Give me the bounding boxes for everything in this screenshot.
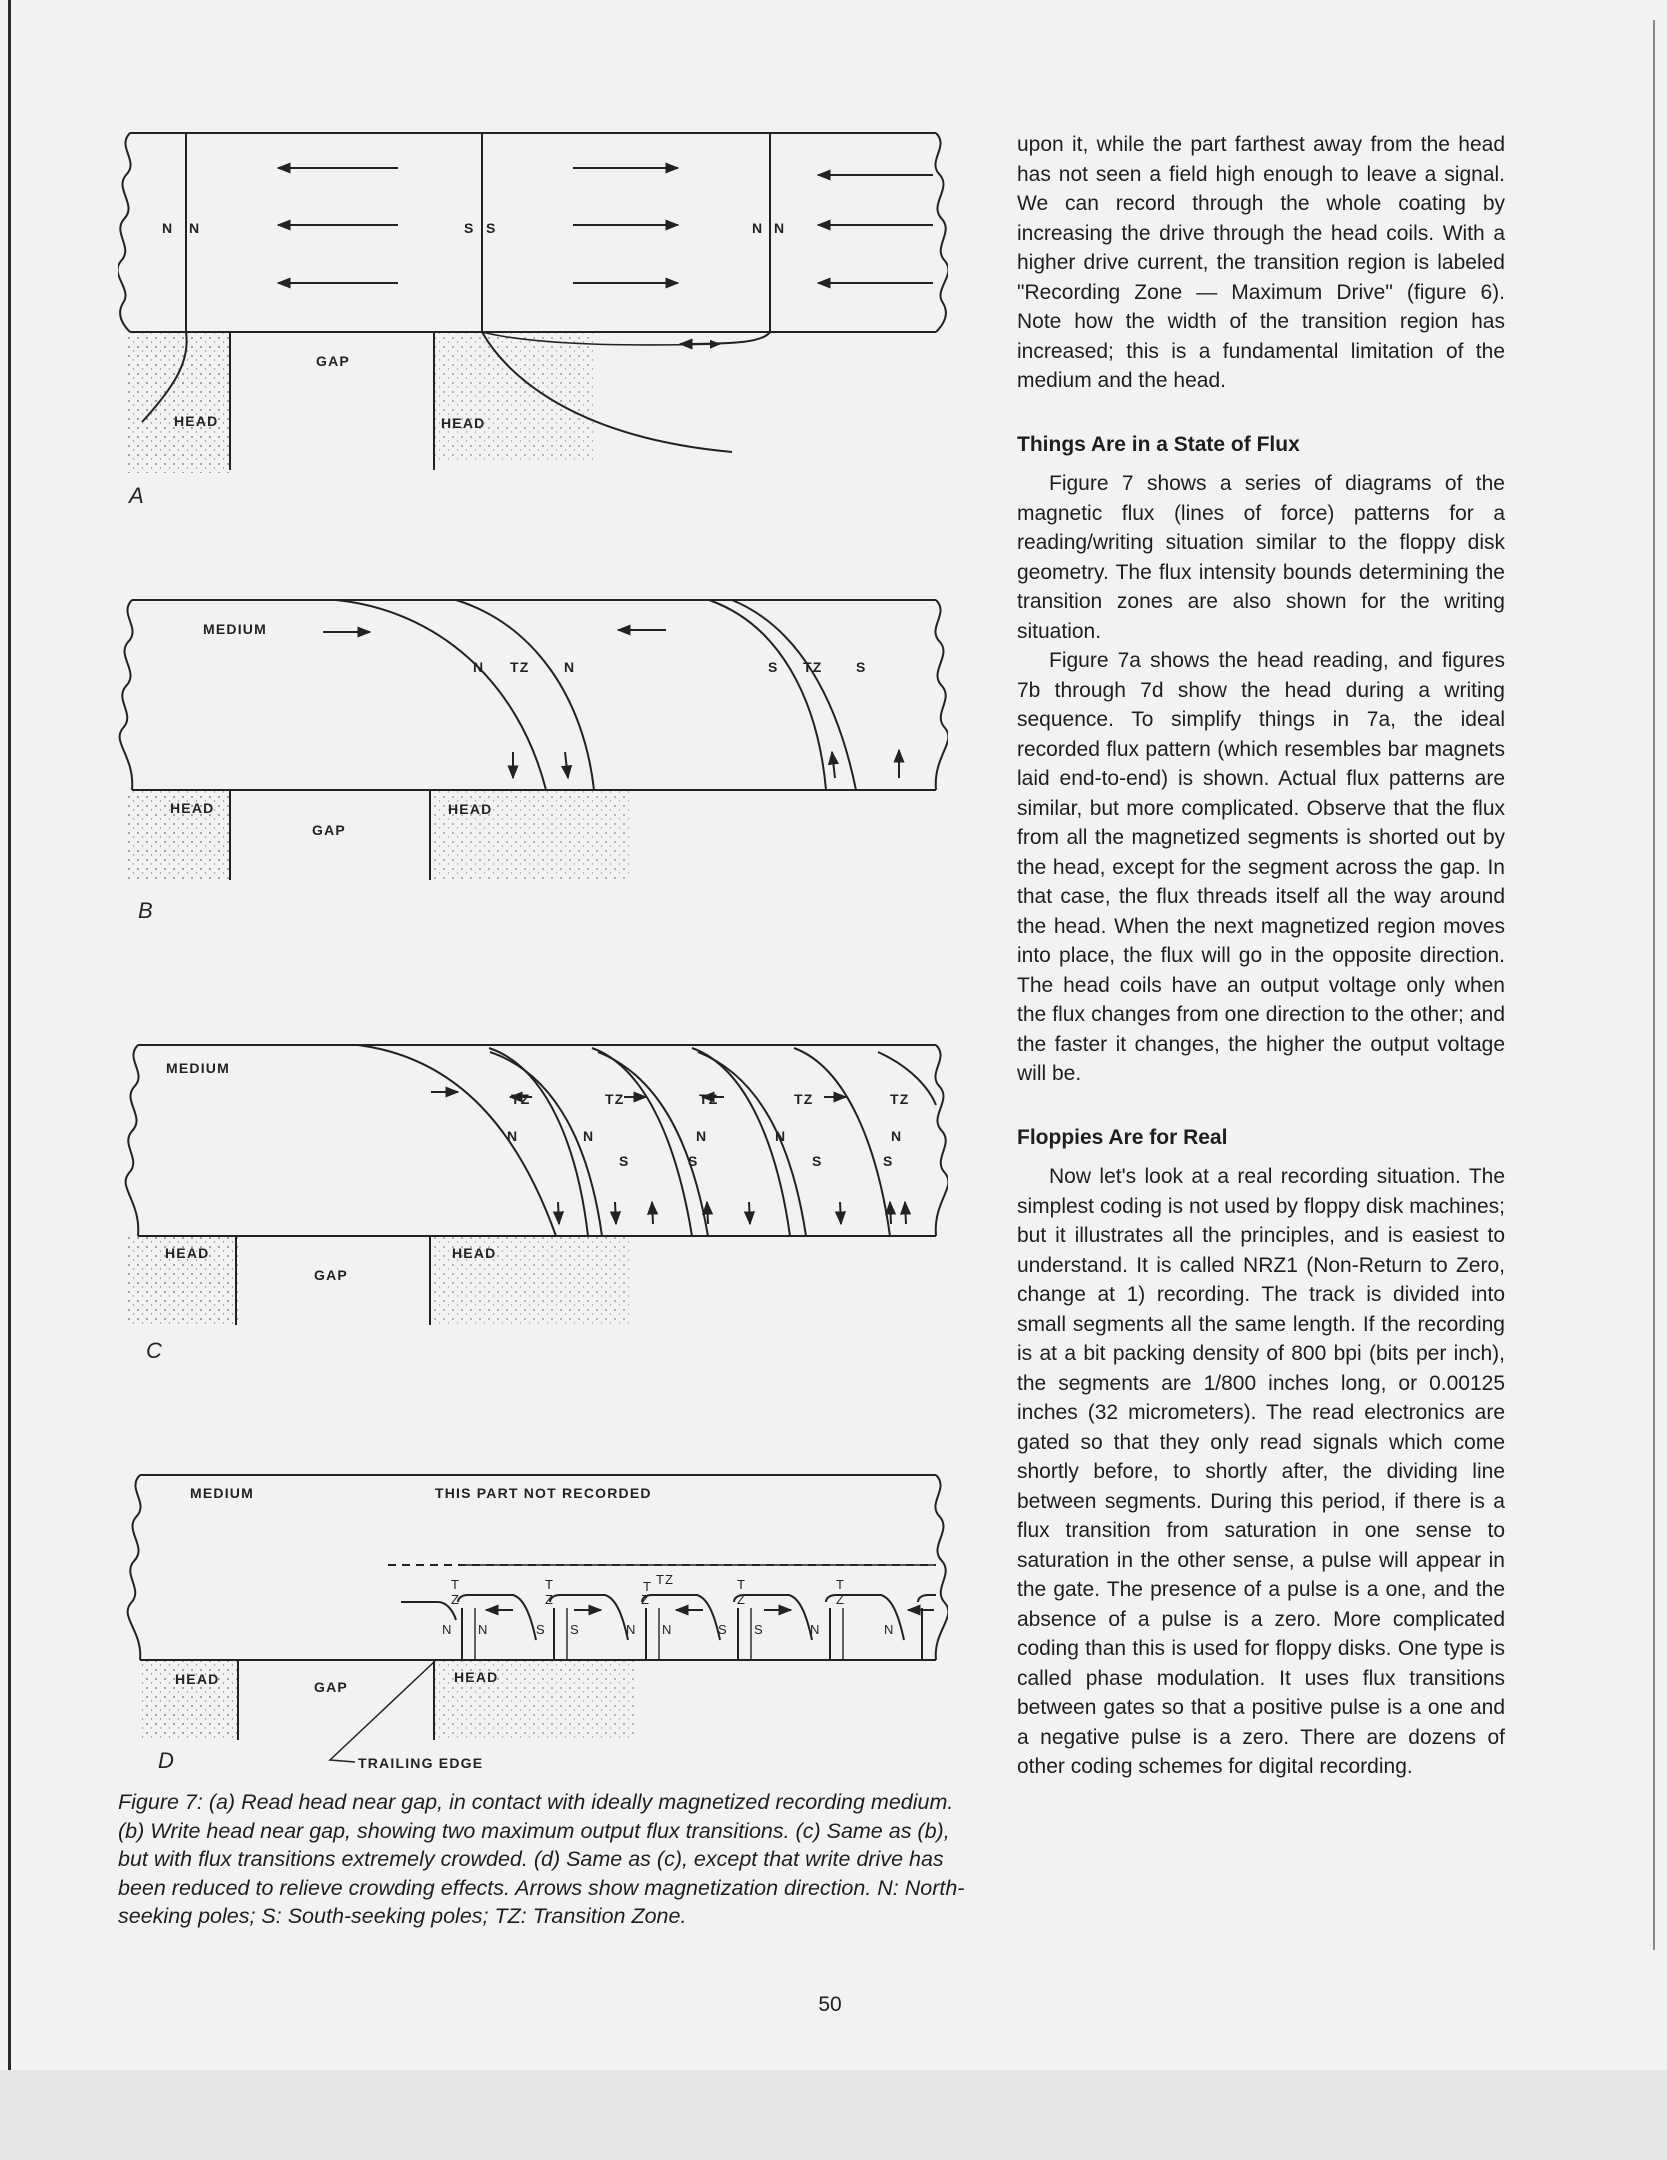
page-edge (1653, 20, 1655, 1950)
pole-label: S (570, 1622, 580, 1637)
head-label: HEAD (170, 800, 215, 816)
arrow-up (707, 1202, 708, 1224)
tz-label: Z (836, 1592, 845, 1607)
tz-boundary (456, 600, 594, 790)
pole-label: N (775, 1128, 787, 1144)
medium-break-right (935, 600, 948, 790)
medium-break-right (935, 1045, 948, 1236)
medium-label: MEDIUM (203, 621, 267, 637)
pole-label: N (774, 220, 786, 236)
tz-label: Z (451, 1592, 460, 1607)
pole-label: N (507, 1128, 519, 1144)
panel-b (120, 600, 948, 881)
arrow-down (558, 1202, 559, 1224)
tz-label: T (451, 1577, 460, 1592)
pole-label: N (564, 659, 576, 675)
flux-line (680, 332, 770, 344)
gap-label: GAP (316, 353, 350, 369)
tz-label: T (737, 1577, 746, 1592)
panel-d (128, 1475, 948, 1762)
pole-label: S (754, 1622, 764, 1637)
page-number: 50 (818, 1993, 842, 2016)
tz-boundary (698, 1052, 806, 1236)
tz-label: TZ (656, 1572, 674, 1587)
tz-label: Z (737, 1592, 746, 1607)
paragraph: Figure 7 shows a series of diagrams of the magnetic flux (lines of force) patterns for a reading/writing situation similar to the floppy disk geometry. The flux intensity bounds determining the transition zones are also shown for the writing situation. (1017, 472, 1505, 643)
tz-boundary (336, 600, 546, 790)
arrow-down (565, 752, 568, 778)
tz-label: TZ (803, 659, 823, 675)
tz-boundary (794, 1048, 890, 1236)
pole-label: S (856, 659, 867, 675)
page-edge (8, 0, 11, 2070)
paragraph: Figure 7a shows the head reading, and figures 7b through 7d show the head during a writing sequence. To simplify things in 7a, the ideal recorded flux pattern (which resembles bar magnets laid end-to-end) is shown. Actual flux patterns are similar, but more complicated. Observe that the flux from all the magnetized segments is shorted out by the head, except for the segment across the gap. In that case, the flux threads itself all the way around the head. When the next magnetized region moves into place, the flux will go in the opposite direction. The head coils have an output voltage only when the flux changes from one direction to the other; and the faster it changes, the higher the output voltage will be. (1017, 649, 1505, 1085)
trailing-edge-pointer (330, 1662, 434, 1762)
medium-break-left (118, 133, 131, 332)
tz-label: T (836, 1577, 845, 1592)
pole-label: S (718, 1622, 728, 1637)
head-label: HEAD (448, 801, 493, 817)
tz-label: TZ (511, 1091, 531, 1107)
gap-label: GAP (314, 1679, 348, 1695)
tz-boundary (592, 1048, 692, 1236)
article-column (1017, 130, 1505, 1782)
pole-label: S (486, 220, 497, 236)
pole-label: S (768, 659, 779, 675)
panel-letter: A (129, 483, 144, 508)
pole-label: N (478, 1622, 489, 1637)
pole-label: N (884, 1622, 895, 1637)
pole-label: N (473, 659, 485, 675)
head-label: HEAD (452, 1245, 497, 1261)
pole-label: S (464, 220, 475, 236)
medium-break-left (126, 1045, 139, 1236)
pole-label: S (619, 1153, 630, 1169)
pole-label: S (812, 1153, 823, 1169)
arrow-up (905, 1202, 906, 1224)
tz-label: T (643, 1579, 652, 1594)
tz-label: TZ (605, 1091, 625, 1107)
panel-a (118, 133, 948, 473)
paragraph: upon it, while the part farthest away from the head has not seen a field high enough to leave a signal. We can record through the whole coating by increasing the drive through the head coils. With a higher drive current, the transition region is labeled "Recording Zone — Maximum Drive" (figure 6). Note how the width of the transition region has increased; this is a fundamental limitation of the medium and the head. (1017, 133, 1505, 392)
trailing-edge-label: TRAILING EDGE (358, 1755, 484, 1771)
tz-label: TZ (794, 1091, 814, 1107)
gap-label: GAP (314, 1267, 348, 1283)
arrow-down (615, 1202, 616, 1224)
pole-label: S (883, 1153, 894, 1169)
arrow-down (749, 1202, 750, 1224)
head-label: HEAD (165, 1245, 210, 1261)
head-label: HEAD (175, 1671, 220, 1687)
pole-label: N (442, 1622, 453, 1637)
tz-label: TZ (890, 1091, 910, 1107)
pole-label: N (662, 1622, 673, 1637)
arrow-up (890, 1202, 891, 1224)
pole-label: S (536, 1622, 546, 1637)
figure-caption: Figure 7: (a) Read head near gap, in contact with ideally magnetized recording medium. (b) Write head near gap, showing two maximum output flux transitions. (c) Same as (b), but with flux transitions extremely crowded. (d) Same as (c), except that write drive has been reduced to relieve crowding effects. Arrows show magnetization direction. N: North-seeking poles; S: South-seeking poles; TZ: Transition Zone. (118, 1790, 965, 1928)
panel-letter: D (158, 1748, 174, 1773)
pole-label: N (891, 1128, 903, 1144)
tz-label: T (545, 1577, 554, 1592)
pole-label: N (810, 1622, 821, 1637)
head-label: HEAD (174, 413, 219, 429)
tz-boundary (732, 600, 856, 790)
tz-boundary (358, 1045, 556, 1236)
pole-label: N (626, 1622, 637, 1637)
section-heading: Floppies Are for Real (1017, 1125, 1228, 1149)
panel-letter: B (138, 898, 153, 923)
medium-break-left (120, 600, 133, 790)
pole-label: S (688, 1153, 699, 1169)
tz-label: TZ (699, 1091, 719, 1107)
paragraph: Now let's look at a real recording situation. The simplest coding is not used by floppy disk machines; but it illustrates all the principles, and is easiest to understand. It is called NRZ1 (Non-Return to Zero, change at 1) recording. The track is divided into small segments all the same length. If the recording is at a bit packing density of 800 bpi (bits per inch), the segments are 1/800 inches long, or 0.00125 inches (32 micrometers). The read electronics are gated so that they only read signals which come shortly before, to shortly after, the dividing line between segments. During this period, if there is a flux transition from saturation in one sense to saturation in the other sense, a pulse will appear in the gate. The presence of a pulse is a one, and the absence of a pulse is a zero. More complicated coding than this is used for floppy disks. One type is called phase modulation. It uses flux transitions between gates so that a positive pulse is a one and a negative pulse is a zero. There are dozens of other coding schemes for digital recording. (1017, 1165, 1505, 1778)
medium-break-right (935, 133, 948, 332)
arrow-down (840, 1202, 841, 1224)
pole-label: N (696, 1128, 708, 1144)
pole-label: N (162, 220, 174, 236)
segment (458, 1595, 536, 1640)
pole-label: N (189, 220, 201, 236)
scan-margin (0, 2070, 1667, 2160)
tz-label: TZ (510, 659, 530, 675)
head-label: HEAD (441, 415, 486, 431)
not-recorded-label: THIS PART NOT RECORDED (435, 1485, 652, 1501)
pole-label: N (583, 1128, 595, 1144)
medium-label: MEDIUM (166, 1060, 230, 1076)
head-label: HEAD (454, 1669, 499, 1685)
section-heading: Things Are in a State of Flux (1017, 432, 1300, 456)
medium-break-left (128, 1475, 141, 1660)
arrow-up (832, 752, 835, 778)
tz-label: Z (545, 1592, 554, 1607)
panel-c (126, 1045, 948, 1327)
tz-boundary (709, 600, 826, 790)
figure-7 (118, 120, 948, 1780)
gap-label: GAP (312, 822, 346, 838)
medium-break-right (935, 1475, 948, 1660)
tz-label: Z (641, 1592, 650, 1607)
tz-boundary (489, 1048, 588, 1236)
arrow-up (652, 1202, 653, 1224)
segment (642, 1595, 720, 1640)
panel-letter: C (146, 1338, 162, 1363)
pole-label: N (752, 220, 764, 236)
medium-label: MEDIUM (190, 1485, 254, 1501)
segment (550, 1595, 628, 1640)
